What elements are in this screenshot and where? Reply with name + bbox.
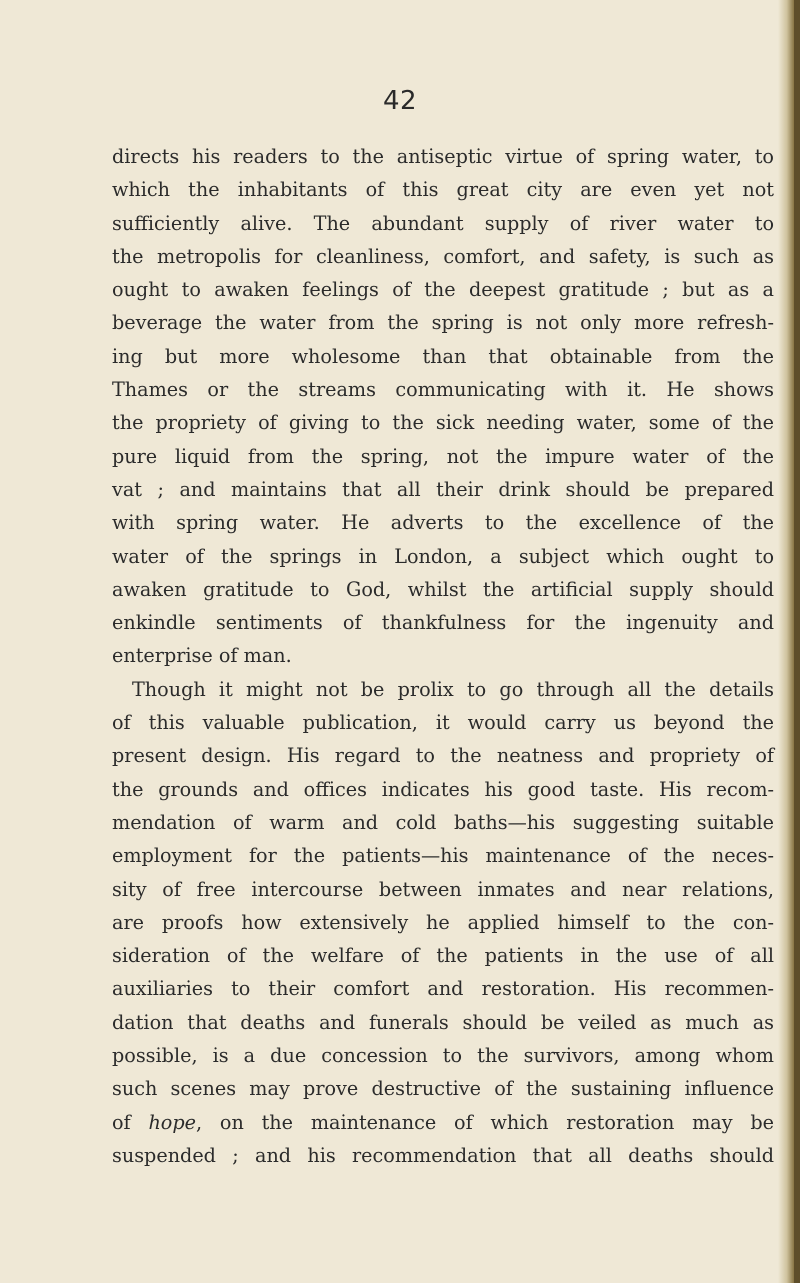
- text-line: are proofs how extensively he applied himself to the con-: [112, 910, 774, 934]
- text-line: Thames or the streams communicating with it. He shows: [112, 378, 774, 402]
- page-number: 42: [382, 86, 418, 116]
- text-line: the propriety of giving to the sick needing water, some of the: [112, 411, 774, 435]
- paragraph-start-line: Though it might not be prolix to go through all the details: [132, 677, 774, 701]
- text-line: sideration of the welfare of the patients in the use of all: [112, 944, 774, 968]
- text-line: water of the springs in London, a subject which ought to: [112, 544, 774, 568]
- text-line: the grounds and offices indicates his good taste. His recom-: [112, 777, 774, 801]
- text-segment: of: [112, 1110, 149, 1134]
- text-line: pure liquid from the spring, not the impure water of the: [112, 444, 774, 468]
- text-line: enkindle sentiments of thankfulness for the ingenuity and: [112, 611, 774, 635]
- text-line: present design. His regard to the neatness and propriety of: [112, 744, 774, 768]
- text-line: ought to awaken feelings of the deepest gratitude ; but as a: [112, 278, 774, 302]
- text-line-with-italic: [112, 1106, 774, 1139]
- text-line: auxiliaries to their comfort and restoration. His recommen-: [112, 977, 774, 1001]
- text-line: the metropolis for cleanliness, comfort, and safety, is such as: [112, 244, 774, 268]
- text-line: which the inhabitants of this great city are even yet not: [112, 178, 774, 202]
- body-text: [112, 140, 774, 1172]
- page-edge: [794, 0, 800, 1283]
- text-line: beverage the water from the spring is not only more refresh-: [112, 311, 774, 335]
- italic-word: hope: [148, 1110, 197, 1134]
- text-line: awaken gratitude to God, whilst the artificial supply should: [112, 577, 774, 601]
- text-line: of this valuable publication, it would carry us beyond the: [112, 711, 774, 735]
- text-line: suspended ; and his recommendation that all deaths should: [112, 1143, 774, 1167]
- text-line: employment for the patients—his maintenance of the neces-: [112, 844, 774, 868]
- text-line: mendation of warm and cold baths—his suggesting suitable: [112, 810, 774, 834]
- paragraph-end-line: enterprise of man.: [112, 644, 292, 668]
- text-line: dation that deaths and funerals should be veiled as much as: [112, 1010, 774, 1034]
- text-line: such scenes may prove destructive of the sustaining influence: [112, 1077, 774, 1101]
- text-line: vat ; and maintains that all their drink should be prepared: [112, 477, 774, 501]
- text-line: directs his readers to the antiseptic virtue of spring water, to: [112, 145, 774, 168]
- text-line: sufficiently alive. The abundant supply of river water to: [112, 211, 774, 235]
- text-segment: , on the maintenance of which restoration may be: [196, 1110, 774, 1134]
- text-line: ing but more wholesome than that obtainable from the: [112, 344, 774, 368]
- text-line: sity of free intercourse between inmates and near relations,: [112, 877, 774, 901]
- text-line: possible, is a due concession to the survivors, among whom: [112, 1044, 774, 1068]
- text-line: with spring water. He adverts to the excellence of the: [112, 511, 774, 535]
